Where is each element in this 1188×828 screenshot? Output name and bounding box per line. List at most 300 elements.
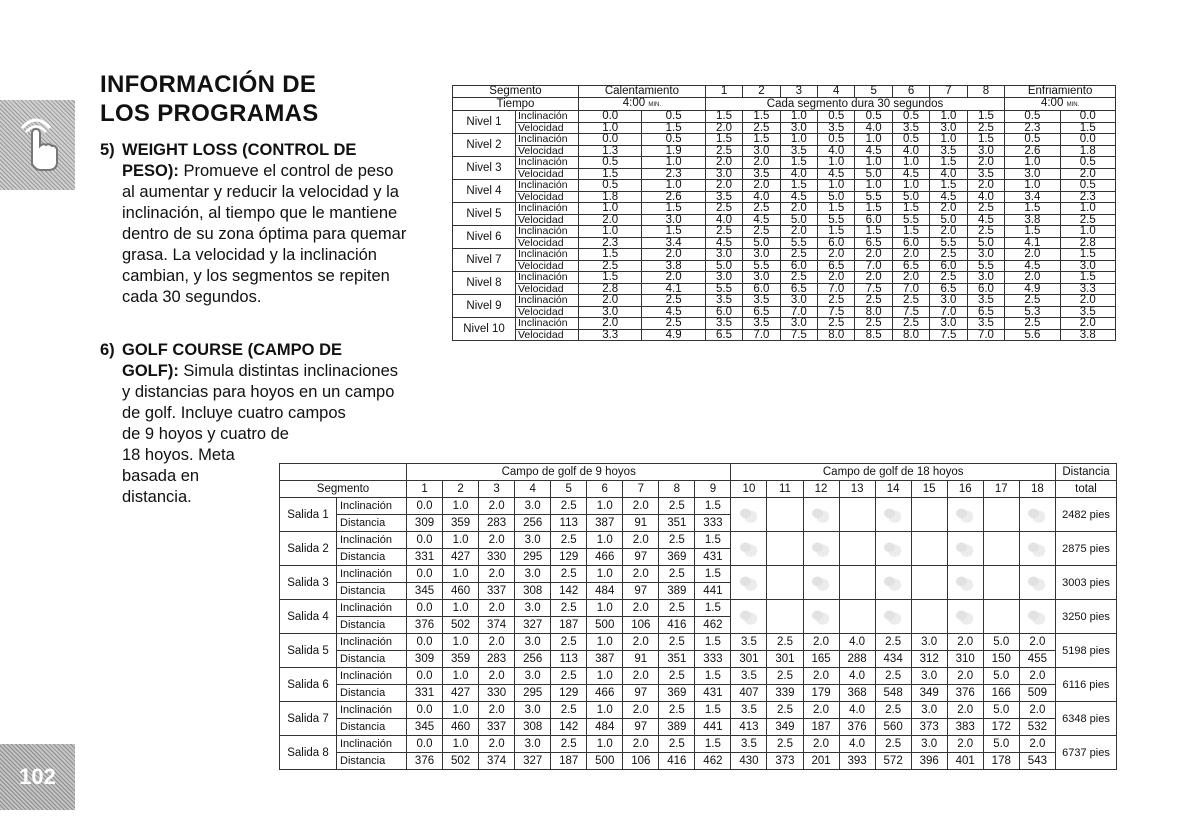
empty-hole-cell bbox=[839, 600, 875, 634]
speed-value: 4.5 bbox=[1005, 260, 1060, 272]
distance-value: 308 bbox=[515, 719, 551, 736]
distance-total: 6348 pies bbox=[1056, 702, 1117, 736]
hole-number: 17 bbox=[983, 481, 1019, 498]
table-row bbox=[280, 532, 1117, 549]
empty-hole-cell bbox=[1019, 498, 1055, 532]
incline-value: 2.5 bbox=[659, 634, 695, 651]
speed-value: 2.5 bbox=[743, 122, 780, 134]
speed-value: 3.5 bbox=[930, 145, 967, 157]
incline-value: 3.5 bbox=[705, 295, 742, 307]
incline-value: 2.5 bbox=[659, 498, 695, 515]
speed-value: 3.5 bbox=[1060, 306, 1115, 318]
incline-value: 0.5 bbox=[579, 157, 642, 169]
page-title-line: LOS PROGRAMAS bbox=[100, 100, 319, 127]
incline-value: 5.0 bbox=[983, 736, 1019, 753]
cooldown-header: Enfriamiento bbox=[1005, 86, 1116, 98]
speed-value: 6.5 bbox=[743, 306, 780, 318]
incline-value: 1.0 bbox=[443, 668, 479, 685]
distance-value: 295 bbox=[515, 685, 551, 702]
incline-value: 0.0 bbox=[1060, 134, 1115, 146]
incline-value: 1.0 bbox=[443, 600, 479, 617]
incline-value: 1.5 bbox=[1005, 203, 1060, 215]
distance-title-header: Distancia bbox=[1056, 464, 1117, 481]
speed-value: 6.0 bbox=[930, 260, 967, 272]
incline-value: 2.0 bbox=[623, 702, 659, 719]
metric-label: Inclinación bbox=[337, 634, 407, 651]
tee-label: Salida 5 bbox=[280, 634, 337, 668]
incline-value: 2.0 bbox=[780, 226, 817, 238]
incline-value: 2.5 bbox=[551, 498, 587, 515]
speed-value: 3.5 bbox=[705, 191, 742, 203]
speed-value: 7.0 bbox=[743, 329, 780, 341]
speed-value: 6.0 bbox=[967, 283, 1005, 295]
empty-hole-cell bbox=[731, 532, 767, 566]
distance-value: 430 bbox=[731, 753, 767, 770]
distance-value: 288 bbox=[839, 651, 875, 668]
table-row bbox=[453, 157, 1116, 169]
program-text: de 9 hoyos y cuatro de bbox=[122, 425, 289, 443]
hole-number: 18 bbox=[1019, 481, 1055, 498]
empty-hole-cell bbox=[983, 498, 1019, 532]
table-row bbox=[453, 122, 1116, 134]
incline-value: 2.0 bbox=[1019, 668, 1055, 685]
table-row bbox=[453, 272, 1116, 284]
incline-value: 1.0 bbox=[930, 111, 967, 123]
incline-value: 3.0 bbox=[515, 702, 551, 719]
table-row bbox=[453, 134, 1116, 146]
program-text: dentro de su zona óptima para quemar bbox=[122, 225, 407, 243]
hole-number: 4 bbox=[515, 481, 551, 498]
distance-value: 502 bbox=[443, 617, 479, 634]
incline-value: 2.5 bbox=[551, 702, 587, 719]
incline-value: 0.5 bbox=[1005, 134, 1060, 146]
program-text: basada en bbox=[122, 467, 200, 485]
empty-hole-cell bbox=[803, 532, 839, 566]
cooldown-time-value: 4:00 bbox=[1040, 96, 1064, 109]
level-label: Nivel 1 bbox=[453, 111, 516, 134]
incline-value: 1.5 bbox=[855, 203, 892, 215]
incline-value: 0.5 bbox=[892, 134, 929, 146]
incline-value: 1.0 bbox=[818, 180, 855, 192]
speed-value: 1.3 bbox=[579, 145, 642, 157]
distance-value: 484 bbox=[587, 719, 623, 736]
speed-value: 2.0 bbox=[705, 122, 742, 134]
program-name: GOLF COURSE (CAMPO DE bbox=[122, 341, 343, 359]
distance-value: 310 bbox=[947, 651, 983, 668]
speed-value: 1.8 bbox=[579, 191, 642, 203]
incline-value: 1.0 bbox=[1005, 180, 1060, 192]
incline-value: 1.0 bbox=[642, 157, 705, 169]
finger-touch-icon bbox=[0, 100, 75, 190]
distance-value: 460 bbox=[443, 719, 479, 736]
distance-value: 113 bbox=[551, 515, 587, 532]
metric-label: Inclinación bbox=[337, 668, 407, 685]
metric-label: Inclinación bbox=[516, 272, 579, 284]
incline-value: 3.5 bbox=[731, 736, 767, 753]
incline-value: 0.5 bbox=[642, 134, 705, 146]
level-label: Nivel 8 bbox=[453, 272, 516, 295]
speed-value: 8.0 bbox=[855, 306, 892, 318]
empty-hole-cell bbox=[839, 566, 875, 600]
incline-value: 1.0 bbox=[780, 134, 817, 146]
metric-label: Inclinación bbox=[337, 600, 407, 617]
incline-value: 1.0 bbox=[587, 634, 623, 651]
distance-value: 187 bbox=[803, 719, 839, 736]
metric-label: Inclinación bbox=[516, 249, 579, 261]
empty-hole-cell bbox=[983, 600, 1019, 634]
incline-value: 1.0 bbox=[443, 498, 479, 515]
distance-value: 466 bbox=[587, 549, 623, 566]
incline-value: 2.0 bbox=[743, 157, 780, 169]
empty-hole-cell bbox=[839, 498, 875, 532]
tee-label: Salida 2 bbox=[280, 532, 337, 566]
distance-value: 283 bbox=[479, 651, 515, 668]
distance-value: 97 bbox=[623, 719, 659, 736]
speed-value: 4.1 bbox=[642, 283, 705, 295]
incline-value: 1.5 bbox=[1005, 226, 1060, 238]
hole-number: 3 bbox=[479, 481, 515, 498]
speed-value: 4.5 bbox=[743, 214, 780, 226]
speed-value: 5.0 bbox=[855, 168, 892, 180]
incline-value: 0.0 bbox=[407, 634, 443, 651]
speed-value: 5.5 bbox=[892, 214, 929, 226]
speed-value: 4.5 bbox=[780, 191, 817, 203]
incline-value: 2.5 bbox=[967, 226, 1005, 238]
distance-value: 401 bbox=[947, 753, 983, 770]
empty-hole-cell bbox=[911, 566, 947, 600]
incline-value: 1.0 bbox=[780, 111, 817, 123]
segment-header: Segmento bbox=[453, 86, 579, 98]
distance-value: 256 bbox=[515, 651, 551, 668]
speed-value: 7.5 bbox=[818, 306, 855, 318]
distance-value: 532 bbox=[1019, 719, 1055, 736]
incline-value: 1.0 bbox=[587, 736, 623, 753]
incline-value: 2.0 bbox=[1060, 318, 1115, 330]
speed-value: 3.0 bbox=[579, 306, 642, 318]
distance-value: 330 bbox=[479, 549, 515, 566]
time-header: Tiempo bbox=[453, 97, 579, 111]
empty-hole-cell bbox=[947, 498, 983, 532]
empty-hole-cell bbox=[947, 566, 983, 600]
incline-value: 3.5 bbox=[731, 702, 767, 719]
incline-value: 0.5 bbox=[642, 111, 705, 123]
metric-label: Distancia bbox=[337, 617, 407, 634]
incline-value: 2.5 bbox=[659, 600, 695, 617]
warmup-time bbox=[579, 97, 706, 111]
distance-value: 460 bbox=[443, 583, 479, 600]
distance-value: 166 bbox=[983, 685, 1019, 702]
incline-value: 2.0 bbox=[479, 634, 515, 651]
metric-label: Velocidad bbox=[516, 191, 579, 203]
empty-hole-cell bbox=[911, 532, 947, 566]
distance-value: 331 bbox=[407, 549, 443, 566]
incline-value: 1.5 bbox=[695, 532, 731, 549]
incline-value: 0.5 bbox=[1005, 111, 1060, 123]
incline-value: 2.5 bbox=[875, 668, 911, 685]
table-header-row bbox=[453, 86, 1116, 98]
distance-value: 187 bbox=[551, 617, 587, 634]
distance-value: 201 bbox=[803, 753, 839, 770]
hole-number: 5 bbox=[551, 481, 587, 498]
program-text: distancia. bbox=[122, 488, 192, 506]
distance-value: 373 bbox=[911, 719, 947, 736]
incline-value: 1.0 bbox=[1060, 226, 1115, 238]
distance-value: 500 bbox=[587, 617, 623, 634]
speed-value: 3.8 bbox=[1060, 329, 1115, 341]
speed-value: 2.8 bbox=[579, 283, 642, 295]
speed-value: 4.5 bbox=[930, 191, 967, 203]
incline-value: 5.0 bbox=[983, 702, 1019, 719]
distance-value: 187 bbox=[551, 753, 587, 770]
speed-value: 5.0 bbox=[818, 191, 855, 203]
speed-value: 6.0 bbox=[892, 237, 929, 249]
distance-value: 142 bbox=[551, 719, 587, 736]
incline-value: 2.5 bbox=[551, 668, 587, 685]
distance-value: 327 bbox=[515, 617, 551, 634]
golf-course-table bbox=[279, 463, 1117, 770]
incline-value: 1.5 bbox=[967, 111, 1005, 123]
metric-label: Velocidad bbox=[516, 145, 579, 157]
metric-label: Velocidad bbox=[516, 260, 579, 272]
incline-value: 2.5 bbox=[551, 532, 587, 549]
incline-value: 3.0 bbox=[911, 634, 947, 651]
speed-value: 2.5 bbox=[705, 145, 742, 157]
incline-value: 3.0 bbox=[515, 532, 551, 549]
speed-value: 4.9 bbox=[1005, 283, 1060, 295]
speed-value: 3.0 bbox=[930, 122, 967, 134]
incline-value: 2.0 bbox=[803, 736, 839, 753]
incline-value: 2.5 bbox=[659, 532, 695, 549]
incline-value: 3.0 bbox=[780, 295, 817, 307]
incline-value: 2.0 bbox=[705, 180, 742, 192]
distance-value: 308 bbox=[515, 583, 551, 600]
incline-value: 1.5 bbox=[967, 134, 1005, 146]
incline-value: 2.5 bbox=[780, 272, 817, 284]
speed-value: 4.5 bbox=[818, 168, 855, 180]
incline-value: 0.0 bbox=[407, 498, 443, 515]
distance-value: 374 bbox=[479, 617, 515, 634]
incline-value: 0.5 bbox=[579, 180, 642, 192]
empty-hole-cell bbox=[983, 532, 1019, 566]
incline-value: 2.0 bbox=[818, 272, 855, 284]
incline-value: 2.0 bbox=[967, 180, 1005, 192]
segment-header: Segmento bbox=[280, 481, 407, 498]
speed-value: 3.0 bbox=[1005, 168, 1060, 180]
incline-value: 2.5 bbox=[780, 249, 817, 261]
table-row bbox=[280, 736, 1117, 753]
incline-value: 2.0 bbox=[623, 736, 659, 753]
incline-value: 3.0 bbox=[967, 272, 1005, 284]
incline-value: 2.5 bbox=[743, 226, 780, 238]
incline-value: 1.0 bbox=[443, 702, 479, 719]
incline-value: 1.5 bbox=[743, 111, 780, 123]
incline-value: 3.0 bbox=[743, 249, 780, 261]
table-row bbox=[453, 318, 1116, 330]
incline-value: 1.0 bbox=[443, 736, 479, 753]
level-label: Nivel 9 bbox=[453, 295, 516, 318]
empty-hole-cell bbox=[767, 566, 803, 600]
incline-value: 2.0 bbox=[780, 203, 817, 215]
speed-value: 2.0 bbox=[579, 214, 642, 226]
incline-value: 4.0 bbox=[839, 702, 875, 719]
incline-value: 3.0 bbox=[743, 272, 780, 284]
speed-value: 2.3 bbox=[1005, 122, 1060, 134]
incline-value: 1.0 bbox=[587, 702, 623, 719]
metric-label: Inclinación bbox=[337, 702, 407, 719]
distance-value: 484 bbox=[587, 583, 623, 600]
distance-value: 455 bbox=[1019, 651, 1055, 668]
distance-value: 113 bbox=[551, 651, 587, 668]
speed-value: 2.8 bbox=[1060, 237, 1115, 249]
empty-hole-cell bbox=[875, 498, 911, 532]
speed-value: 6.0 bbox=[855, 214, 892, 226]
metric-label: Distancia bbox=[337, 549, 407, 566]
incline-value: 0.5 bbox=[855, 111, 892, 123]
incline-value: 2.5 bbox=[551, 736, 587, 753]
table-row bbox=[453, 295, 1116, 307]
level-label: Nivel 4 bbox=[453, 180, 516, 203]
program-text: Simula distintas inclinaciones bbox=[183, 362, 399, 380]
program-number: 6) bbox=[100, 341, 115, 359]
empty-hole-cell bbox=[947, 600, 983, 634]
distance-value: 331 bbox=[407, 685, 443, 702]
incline-value: 3.0 bbox=[911, 702, 947, 719]
speed-value: 7.5 bbox=[780, 329, 817, 341]
distance-value: 129 bbox=[551, 685, 587, 702]
incline-value: 1.0 bbox=[855, 180, 892, 192]
distance-value: 106 bbox=[623, 753, 659, 770]
incline-value: 3.5 bbox=[731, 634, 767, 651]
program-text: y distancias para hoyos en un campo bbox=[122, 383, 395, 401]
segment-number: 7 bbox=[930, 86, 967, 98]
speed-value: 3.5 bbox=[892, 122, 929, 134]
distance-value: 393 bbox=[839, 753, 875, 770]
empty-hole-cell bbox=[767, 600, 803, 634]
distance-value: 383 bbox=[947, 719, 983, 736]
incline-value: 3.0 bbox=[911, 668, 947, 685]
incline-value: 2.5 bbox=[875, 702, 911, 719]
distance-value: 441 bbox=[695, 719, 731, 736]
speed-value: 2.3 bbox=[642, 168, 705, 180]
empty-hole-cell bbox=[803, 566, 839, 600]
incline-value: 3.0 bbox=[930, 295, 967, 307]
incline-value: 3.0 bbox=[911, 736, 947, 753]
incline-value: 2.5 bbox=[967, 203, 1005, 215]
speed-value: 4.0 bbox=[705, 214, 742, 226]
speed-value: 1.5 bbox=[1060, 122, 1115, 134]
speed-value: 3.3 bbox=[1060, 283, 1115, 295]
incline-value: 2.5 bbox=[642, 318, 705, 330]
incline-value: 1.0 bbox=[892, 157, 929, 169]
speed-value: 3.0 bbox=[743, 145, 780, 157]
speed-value: 3.0 bbox=[705, 168, 742, 180]
table-row bbox=[453, 260, 1116, 272]
incline-value: 2.0 bbox=[642, 249, 705, 261]
hole-number: 7 bbox=[623, 481, 659, 498]
course18-header: Campo de golf de 18 hoyos bbox=[731, 464, 1056, 481]
incline-value: 1.0 bbox=[855, 134, 892, 146]
incline-value: 2.0 bbox=[479, 668, 515, 685]
hole-number: 8 bbox=[659, 481, 695, 498]
incline-value: 3.5 bbox=[967, 318, 1005, 330]
warmup-header: Calentamiento bbox=[579, 86, 706, 98]
table-row bbox=[280, 719, 1117, 736]
distance-total: 3250 pies bbox=[1056, 600, 1117, 634]
empty-hole-cell bbox=[1019, 566, 1055, 600]
distance-value: 312 bbox=[911, 651, 947, 668]
distance-value: 369 bbox=[659, 685, 695, 702]
incline-value: 2.5 bbox=[743, 203, 780, 215]
speed-value: 6.0 bbox=[743, 283, 780, 295]
incline-value: 0.0 bbox=[407, 600, 443, 617]
hole-number: 1 bbox=[407, 481, 443, 498]
segment-number: 5 bbox=[855, 86, 892, 98]
speed-value: 2.5 bbox=[1060, 214, 1115, 226]
speed-value: 6.5 bbox=[780, 283, 817, 295]
distance-value: 500 bbox=[587, 753, 623, 770]
speed-value: 4.5 bbox=[705, 237, 742, 249]
incline-value: 2.0 bbox=[623, 600, 659, 617]
speed-value: 4.0 bbox=[892, 145, 929, 157]
metric-label: Inclinación bbox=[337, 532, 407, 549]
program-text: al aumentar y reducir la velocidad y la bbox=[122, 183, 399, 201]
tee-label: Salida 6 bbox=[280, 668, 337, 702]
speed-value: 3.0 bbox=[780, 122, 817, 134]
speed-value: 1.9 bbox=[642, 145, 705, 157]
incline-value: 3.5 bbox=[743, 295, 780, 307]
distance-value: 374 bbox=[479, 753, 515, 770]
distance-value: 431 bbox=[695, 549, 731, 566]
empty-hole-cell bbox=[983, 566, 1019, 600]
empty-hole-cell bbox=[911, 600, 947, 634]
distance-value: 301 bbox=[731, 651, 767, 668]
incline-value: 2.0 bbox=[1019, 702, 1055, 719]
distance-total: 2482 pies bbox=[1056, 498, 1117, 532]
incline-value: 1.5 bbox=[780, 180, 817, 192]
speed-value: 4.0 bbox=[743, 191, 780, 203]
speed-value: 2.6 bbox=[1005, 145, 1060, 157]
empty-hole-cell bbox=[731, 498, 767, 532]
distance-value: 502 bbox=[443, 753, 479, 770]
distance-value: 330 bbox=[479, 685, 515, 702]
distance-value: 509 bbox=[1019, 685, 1055, 702]
speed-value: 6.0 bbox=[705, 306, 742, 318]
speed-value: 5.0 bbox=[743, 237, 780, 249]
speed-value: 4.1 bbox=[1005, 237, 1060, 249]
min-unit: MIN. bbox=[1066, 101, 1080, 108]
speed-value: 5.5 bbox=[705, 283, 742, 295]
segment-time: Cada segmento dura 30 segundos bbox=[705, 97, 1004, 111]
incline-value: 2.0 bbox=[623, 566, 659, 583]
table-row bbox=[453, 283, 1116, 295]
metric-label: Inclinación bbox=[516, 157, 579, 169]
empty-hole-cell bbox=[803, 600, 839, 634]
incline-value: 1.5 bbox=[695, 702, 731, 719]
incline-value: 2.5 bbox=[551, 600, 587, 617]
speed-value: 5.0 bbox=[930, 214, 967, 226]
distance-value: 560 bbox=[875, 719, 911, 736]
distance-value: 91 bbox=[623, 515, 659, 532]
empty-hole-cell bbox=[875, 532, 911, 566]
distance-value: 368 bbox=[839, 685, 875, 702]
empty-hole-cell bbox=[767, 498, 803, 532]
metric-label: Inclinación bbox=[337, 566, 407, 583]
distance-value: 543 bbox=[1019, 753, 1055, 770]
speed-value: 3.8 bbox=[1005, 214, 1060, 226]
speed-value: 4.5 bbox=[642, 306, 705, 318]
distance-value: 172 bbox=[983, 719, 1019, 736]
distance-value: 349 bbox=[911, 685, 947, 702]
